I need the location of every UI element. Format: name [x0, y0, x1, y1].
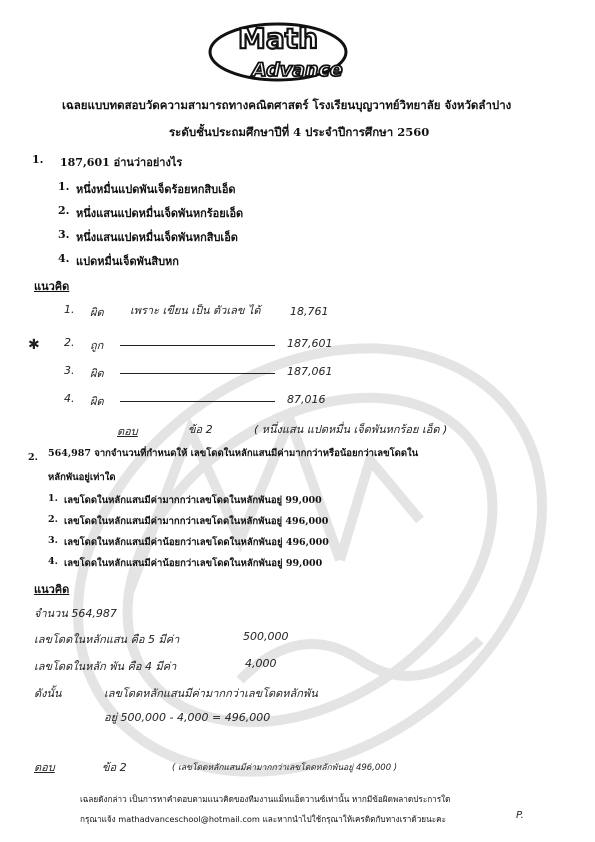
q1-work-1-note: เพราะ เขียน เป็น ตัวเลข ได้ — [130, 304, 261, 317]
logo-word-advance: Advance — [252, 59, 343, 81]
q1-work-4-value: 87,016 — [287, 393, 326, 406]
q2-work-line2: เลขโดดในหลักแสน คือ 5 มีค่า — [34, 633, 180, 646]
q2-choice-2-num: 2. — [48, 514, 58, 525]
q1-question: 187,601 อ่านว่าอย่างไร — [60, 156, 183, 169]
q1-work-2-verdict: ถูก — [90, 339, 104, 352]
q1-number: 1. — [32, 153, 44, 166]
footer-line2: กรุณาแจ้ง mathadvanceschool@hotmail.com และหากนำไปใช้กรุณาให้เครดิตกับทางเราด้วยนะคะ — [80, 814, 446, 824]
header-title: เฉลยแบบทดสอบวัดความสามารถทางคณิตศาสตร์ โรงเรียนบุญวาทย์วิทยาลัย จังหวัดลำปาง — [62, 98, 512, 112]
q2-question-line1: 564,987 จากจำนวนที่กำหนดให้ เลขโดดในหลักแสนมีค่ามากกว่าหรือน้อยกว่าเลขโดดใน — [48, 448, 419, 459]
q2-solution-label: แนวคิด — [34, 583, 70, 596]
q1-answer-label: ตอบ — [117, 425, 138, 438]
q1-work-3-dash — [120, 373, 275, 374]
q1-work-4-verdict: ผิด — [90, 395, 104, 408]
q2-work-line2-value: 500,000 — [243, 630, 289, 643]
q1-work-1-value: 18,761 — [290, 305, 329, 318]
q1-choice-1: หนึ่งหมื่นแปดพันเจ็ดร้อยหกสิบเอ็ด — [76, 183, 236, 196]
q2-work-line1: จำนวน 564,987 — [34, 607, 117, 620]
q1-solution-label: แนวคิด — [34, 280, 70, 293]
q2-question-line2: หลักพันอยู่เท่าใด — [48, 472, 116, 483]
q1-work-4-dash — [120, 401, 275, 402]
q2-choice-3: เลขโดดในหลักแสนมีค่าน้อยกว่าเลขโดดในหลักพันอยู่ 496,000 — [64, 537, 329, 548]
q2-choice-1-num: 1. — [48, 493, 58, 504]
q1-work-3-num: 3. — [64, 364, 75, 377]
math-advance-logo — [200, 14, 350, 86]
q2-answer-label: ตอบ — [34, 761, 55, 774]
q1-work-2-mark: ✱ — [28, 337, 40, 353]
q1-choice-2: หนึ่งแสนแปดหมื่นเจ็ดพันหกร้อยเอ็ด — [76, 207, 244, 220]
q2-choice-4: เลขโดดในหลักแสนมีค่าน้อยกว่าเลขโดดในหลักพันอยู่ 99,000 — [64, 558, 323, 569]
q2-choice-4-num: 4. — [48, 556, 58, 567]
q2-number: 2. — [28, 452, 38, 463]
q1-work-2-value: 187,601 — [287, 337, 333, 350]
q1-choice-4: แปดหมื่นเจ็ดพันสิบหก — [76, 255, 179, 268]
q2-answer-note: ( เลขโดดหลักแสนมีค่ามากกว่าเลขโดดหลักพันอยู่ 496,000 ) — [172, 763, 398, 773]
q1-work-1-num: 1. — [64, 303, 75, 316]
q2-work-line5: อยู่ 500,000 - 4,000 = 496,000 — [104, 711, 271, 724]
footer-line1: เฉลยดังกล่าว เป็นการหาคำตอบตามแนวคิดของทีมงานแม็ทแอ็ดวานซ์เท่านั้น หากมีข้อผิดพลาดประการใด — [80, 794, 451, 804]
header-subtitle: ระดับชั้นประถมศึกษาปีที่ 4 ประจำปีการศึกษา 2560 — [169, 125, 430, 139]
q1-work-1-verdict: ผิด — [90, 306, 104, 319]
q2-choice-3-num: 3. — [48, 535, 58, 546]
signature: P. — [516, 810, 524, 821]
q1-choice-1-num: 1. — [58, 180, 70, 193]
q2-choice-2: เลขโดดในหลักแสนมีค่ามากกว่าเลขโดดในหลักพันอยู่ 496,000 — [64, 516, 329, 527]
q1-answer: ข้อ 2 — [188, 423, 213, 436]
q2-work-line3: เลขโดดในหลัก พัน คือ 4 มีค่า — [34, 660, 177, 673]
q1-work-2-dash — [120, 345, 275, 346]
q2-choice-1: เลขโดดในหลักแสนมีค่ามากกว่าเลขโดดในหลักพันอยู่ 99,000 — [64, 495, 322, 506]
q2-work-line4: เลขโดดหลักแสนมีค่ามากกว่าเลขโดดหลักพัน — [104, 687, 318, 700]
q2-answer: ข้อ 2 — [102, 761, 127, 774]
q1-choice-2-num: 2. — [58, 204, 70, 217]
q1-choice-3: หนึ่งแสนแปดหมื่นเจ็ดพันหกสิบเอ็ด — [76, 231, 238, 244]
q1-work-3-verdict: ผิด — [90, 367, 104, 380]
q2-work-line4-label: ดังนั้น — [34, 687, 62, 700]
q2-work-line3-value: 4,000 — [245, 657, 277, 670]
q1-choice-3-num: 3. — [58, 228, 70, 241]
logo-word-math: Math — [238, 22, 319, 55]
q1-work-2-num: 2. — [64, 336, 75, 349]
q1-work-4-num: 4. — [64, 392, 75, 405]
q1-answer-note: ( หนึ่งแสน แปดหมื่น เจ็ดพันหกร้อย เอ็ด ) — [254, 423, 448, 436]
q1-choice-4-num: 4. — [58, 252, 70, 265]
q1-work-3-value: 187,061 — [287, 365, 333, 378]
